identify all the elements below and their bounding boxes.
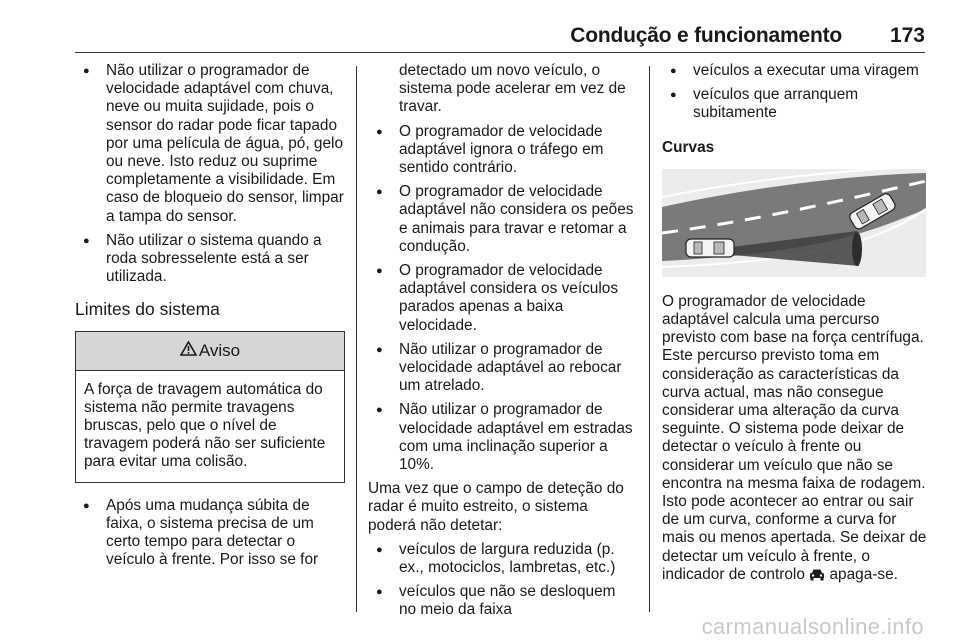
list-item: ● O programador de velocidade adaptável ignora o tráfego em sentido contrário. xyxy=(368,123,636,178)
watermark: carmanualsonline.info xyxy=(701,614,924,639)
header-rule xyxy=(75,52,925,53)
list-item: ● Não utilizar o programador de velocidade adaptável com chuva, neve ou muita sujidade, pois o sensor do radar pode ficar tapado por uma película de água, pó, gelo ou neve. Isto reduz ou suprime completamente a visibilidade. Em caso de bloqueio do sensor, limpar a tampa do sensor. xyxy=(75,62,345,226)
sub-heading: Curvas xyxy=(662,138,715,156)
column-2 xyxy=(368,62,636,626)
column-divider xyxy=(356,66,357,612)
list-item: ● veículos que arranquem subitamente xyxy=(662,86,930,122)
paragraph xyxy=(662,293,930,586)
list-item: ● veículos que não se desloquem no meio da faixa xyxy=(368,583,636,619)
list-item: ● O programador de velocidade adaptável considera os veículos parados apenas a baixa velocidade. xyxy=(368,262,636,335)
paragraph: Uma vez que o campo de deteção do radar é muito estreito, o sistema poderá não detetar: xyxy=(368,480,624,534)
list-item: ● Após uma mudança súbita de faixa, o sistema precisa de um certo tempo para detectar o veículo à frente. Por isso se for xyxy=(75,497,345,570)
warning-icon xyxy=(180,332,197,370)
page-header xyxy=(0,0,960,56)
warning-title: Aviso xyxy=(198,340,241,360)
car-front-icon xyxy=(809,568,825,586)
column-divider xyxy=(649,66,650,612)
warning-body: A força de travagem automática do sistema não permite travagens bruscas, pelo que o nível de travagem poderá não ser suficiente para evitar uma colisão. xyxy=(84,380,326,471)
section-heading: Limites do sistema xyxy=(75,299,220,320)
paragraph-text-end: apaga-se. xyxy=(829,565,898,583)
page-number: 173 xyxy=(889,24,925,47)
list-item: ● Não utilizar o sistema quando a roda sobresselente está a ser utilizada. xyxy=(75,232,345,287)
list-item: ● veículos de largura reduzida (p. ex., motociclos, lambretas, etc.) xyxy=(368,541,636,577)
warning-header xyxy=(76,332,344,371)
list-item: ● veículos a executar uma viragem xyxy=(662,62,930,80)
curve-illustration xyxy=(662,169,926,277)
column-1 xyxy=(75,62,345,575)
page-title: Condução e funcionamento xyxy=(570,24,842,47)
column-3 xyxy=(662,62,930,592)
list-item-continuation: detectado um novo veículo, o sistema pode acelerar em vez de travar. xyxy=(399,62,626,116)
list-item: ● Não utilizar o programador de velocidade adaptável em estradas com uma inclinação superior a 10%. xyxy=(368,401,636,474)
paragraph-text: O programador de velocidade adaptável calcula uma percurso previsto com base na força centrífuga. Este percurso previsto toma em consideração as características da curva actual, mas não consegue considerar uma alteração da curva seguinte. O sistema pode deixar de detectar o veículo à frente ou considerar um veículo que não se encontra na mesma faixa de rodagem. Isto pode acontecer ao entrar ou sair de um curva, conforme a curva for mais ou menos apertada. Se deixar de detectar um veículo à frente, o indicador de controlo xyxy=(662,292,927,583)
list-item: ● Não utilizar o programador de velocidade adaptável ao rebocar um atrelado. xyxy=(368,341,636,396)
list-item: ● O programador de velocidade adaptável não considera os peões e animais para travar e retomar a condução. xyxy=(368,183,636,256)
warning-box xyxy=(75,331,345,483)
